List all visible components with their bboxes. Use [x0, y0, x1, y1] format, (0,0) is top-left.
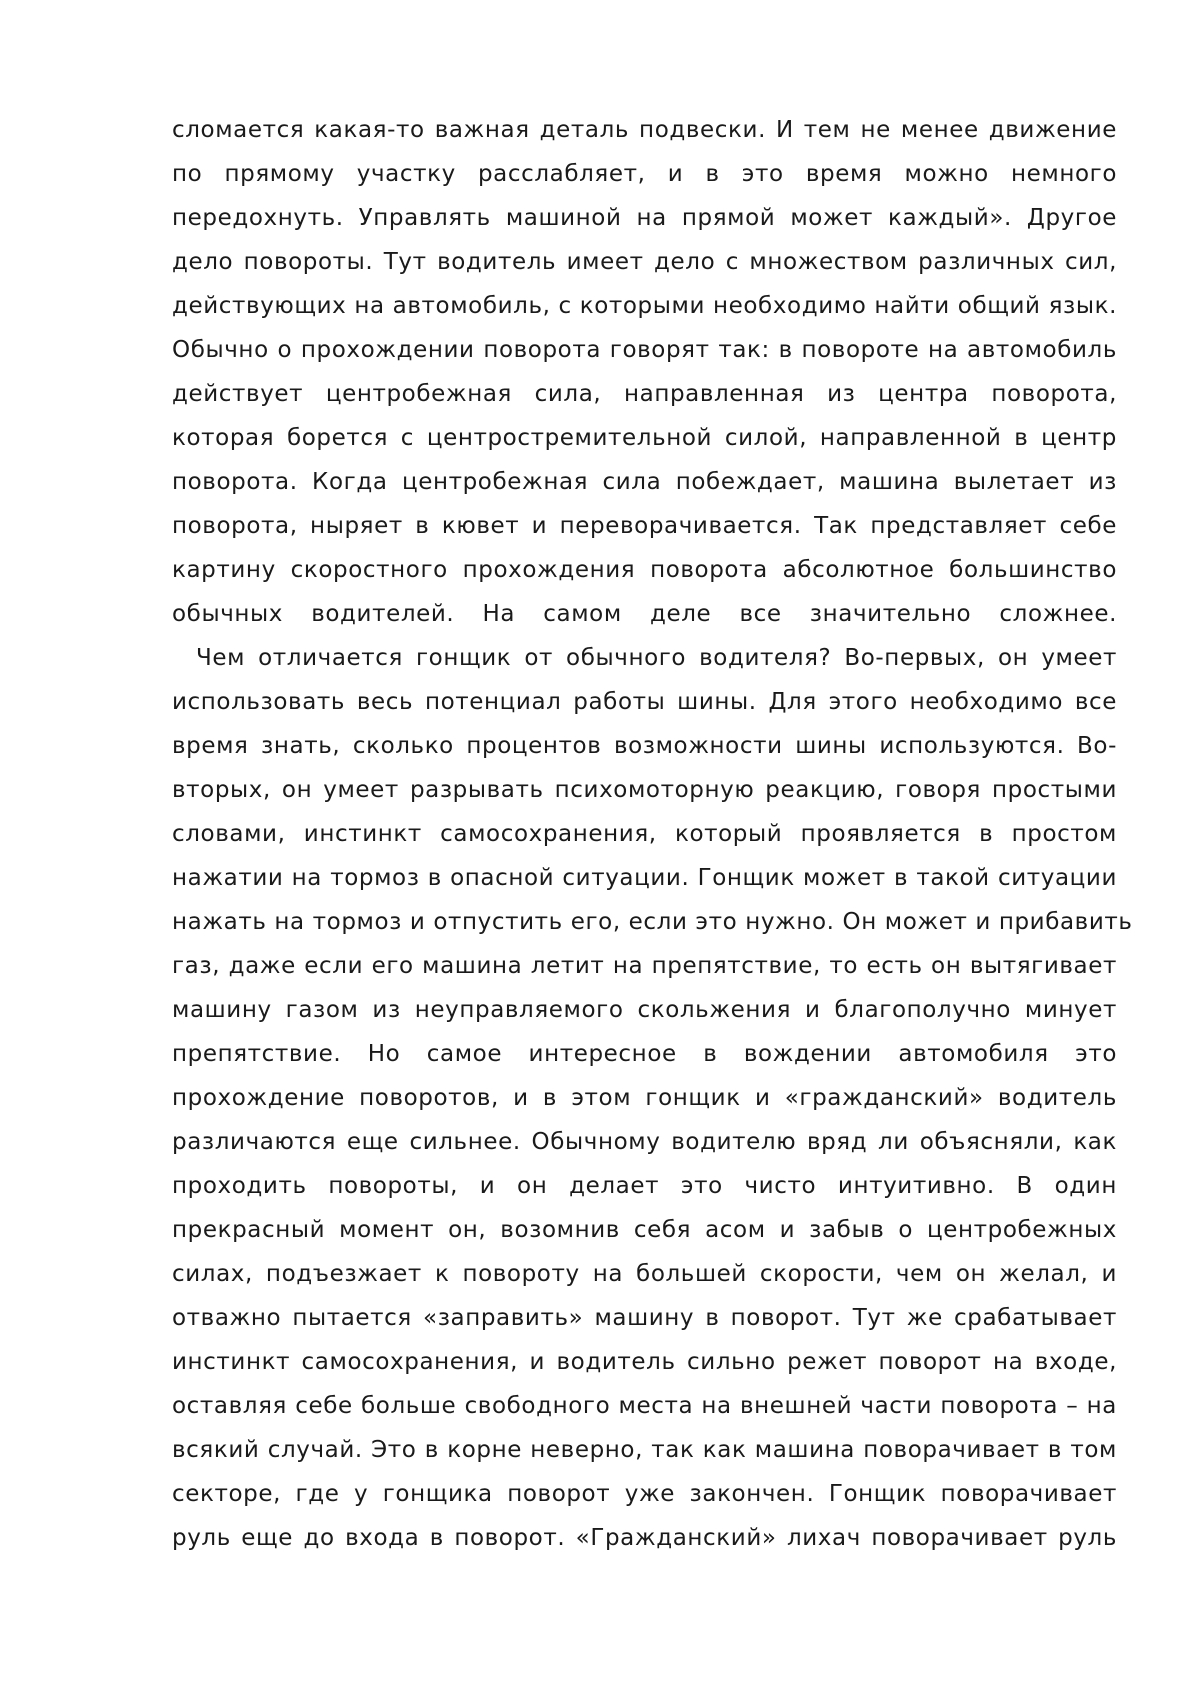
text-line: различаются еще сильнее. Обычному водителю вряд ли объясняли, как [172, 1129, 1117, 1155]
text-line: передохнуть. Управлять машиной на прямой может каждый». Другое [172, 205, 1117, 231]
text-line: картину скоростного прохождения поворота абсолютное большинство [172, 557, 1117, 583]
text-line: силах, подъезжает к повороту на большей скорости, чем он желал, и [172, 1261, 1117, 1287]
body-text [172, 108, 1133, 1560]
text-line: поворота. Когда центробежная сила побеждает, машина вылетает из [172, 469, 1117, 495]
text-line: препятствие. Но самое интересное в вождении автомобиля это [172, 1041, 1117, 1067]
text-line: всякий случай. Это в корне неверно, так как машина поворачивает в том [172, 1437, 1117, 1463]
text-line: по прямому участку расслабляет, и в это время можно немного [172, 161, 1117, 187]
text-line: отважно пытается «заправить» машину в поворот. Тут же срабатывает [172, 1305, 1117, 1331]
text-line: прохождение поворотов, и в этом гонщик и «гражданский» водитель [172, 1085, 1117, 1111]
text-line: действующих на автомобиль, с которыми необходимо найти общий язык. [172, 293, 1117, 319]
text-line: нажать на тормоз и отпустить его, если это нужно. Он может и прибавить [172, 909, 1133, 935]
text-line: секторе, где у гонщика поворот уже закончен. Гонщик поворачивает [172, 1481, 1117, 1507]
text-line: газ, даже если его машина летит на препятствие, то есть он вытягивает [172, 953, 1117, 979]
text-line: сломается какая-то важная деталь подвески. И тем не менее движение [172, 117, 1117, 143]
text-line: нажатии на тормоз в опасной ситуации. Гонщик может в такой ситуации [172, 865, 1117, 891]
text-line: Обычно о прохождении поворота говорят так: в повороте на автомобиль [172, 337, 1117, 363]
text-line: обычных водителей. На самом деле все значительно сложнее. [172, 601, 1117, 627]
text-line: машину газом из неуправляемого скольжения и благополучно минует [172, 997, 1117, 1023]
text-line: оставляя себе больше свободного места на внешней части поворота – на [172, 1393, 1117, 1419]
text-line: прекрасный момент он, возомнив себя асом и забыв о центробежных [172, 1217, 1117, 1243]
text-line: словами, инстинкт самосохранения, который проявляется в простом [172, 821, 1117, 847]
text-line: дело повороты. Тут водитель имеет дело с множеством различных сил, [172, 249, 1117, 275]
text-line: которая борется с центростремительной силой, направленной в центр [172, 425, 1117, 451]
text-line: использовать весь потенциал работы шины. Для этого необходимо все [172, 689, 1117, 715]
paragraph-first-line: Чем отличается гонщик от обычного водителя? Во-первых, он умеет [196, 645, 1117, 671]
text-line: вторых, он умеет разрывать психомоторную реакцию, говоря простыми [172, 777, 1117, 803]
text-line: проходить повороты, и он делает это чисто интуитивно. В один [172, 1173, 1117, 1199]
text-line: время знать, сколько процентов возможности шины используются. Во- [172, 733, 1117, 759]
text-line: действует центробежная сила, направленная из центра поворота, [172, 381, 1117, 407]
text-line: поворота, ныряет в кювет и переворачивается. Так представляет себе [172, 513, 1117, 539]
text-line: руль еще до входа в поворот. «Гражданский» лихач поворачивает руль [172, 1525, 1117, 1551]
text-line: инстинкт самосохранения, и водитель сильно режет поворот на входе, [172, 1349, 1117, 1375]
